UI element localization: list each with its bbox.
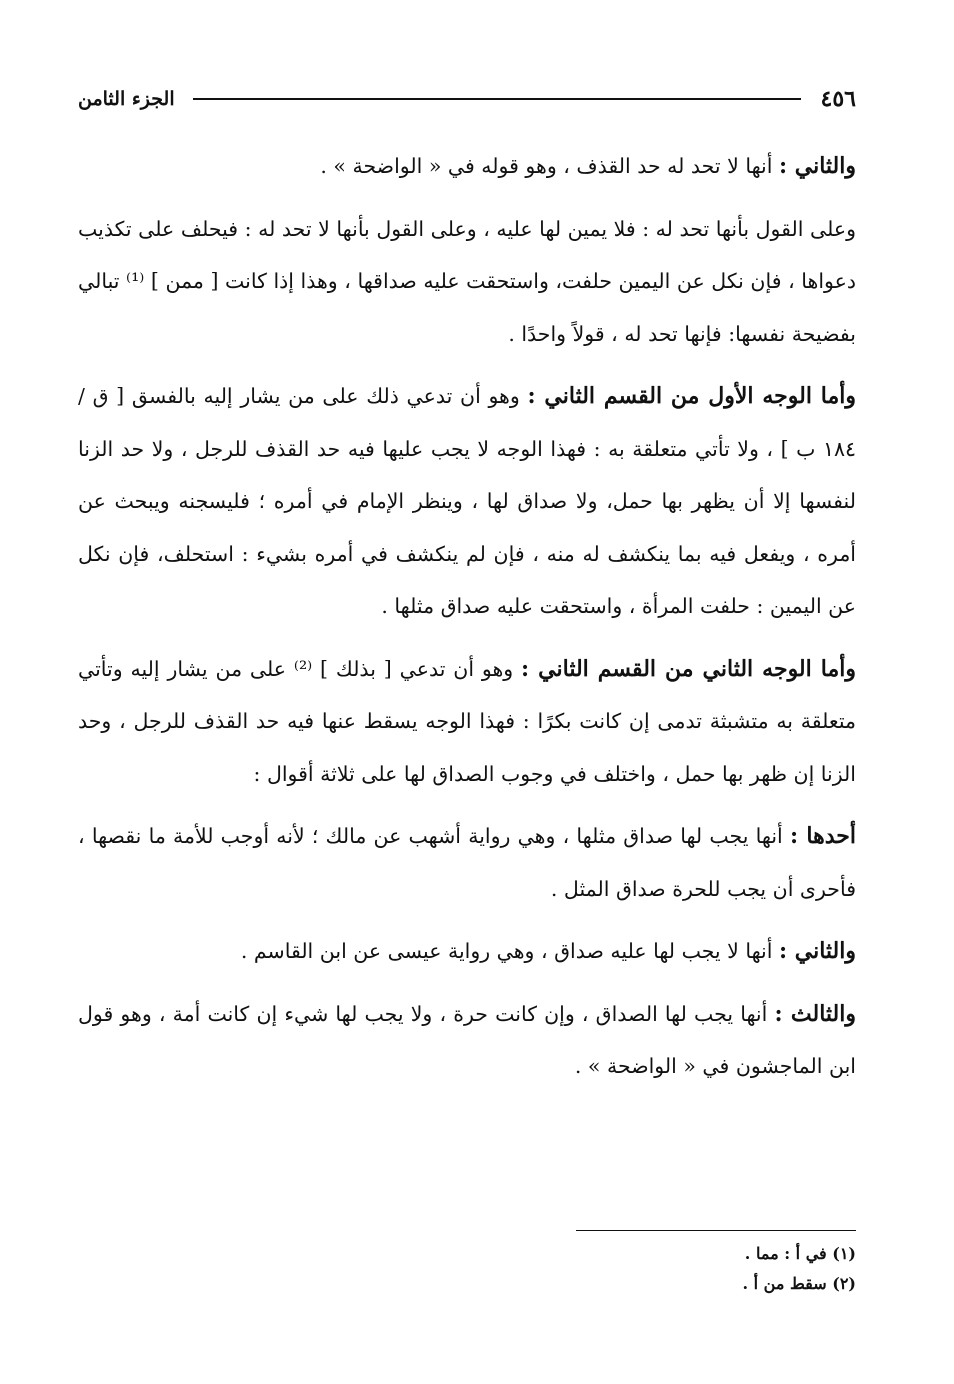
book-page [78, 82, 856, 1342]
page-body [78, 140, 856, 1103]
paragraph [78, 925, 856, 978]
page-header [78, 82, 856, 116]
paragraph [78, 988, 856, 1093]
paragraph [78, 140, 856, 193]
paragraph-lead: أحدها : [789, 823, 856, 849]
footnotes [76, 1230, 856, 1299]
paragraph-text: وهو أن تدعي [ بذلك ] ⁽²⁾ على من يشار إليه وتأتي متعلقة به متشبثة تدمى إن كانت بكرًا : فهذا الوجه يسقط عنها فيه حد القذف للرجل ، وحد الزنا إن ظهر بها حمل ، واختلف في وجوب الصداق لها على ثلاثة أقوال : [78, 656, 856, 786]
footnote: (١) في أ : مما . [744, 1244, 856, 1263]
footnote: (٢) سقط من أ . [742, 1274, 856, 1293]
part-title: الجزء الثامن [78, 88, 175, 110]
paragraph-text: أنها لا يجب لها عليه صداق ، وهي رواية عيسى عن ابن القاسم . [240, 939, 779, 963]
header-rule [193, 98, 801, 100]
paragraph-lead: والثاني : [778, 938, 856, 964]
paragraph-text: وهو أن تدعي ذلك على من يشار إليه بالفسق [ ق / ١٨٤ ب ] ، ولا تأتي متعلقة به : فهذا الوجه لا يجب عليها فيه حد القذف للرجل ، ولا حد الزنا لنفسها إلا أن يظهر بها حمل، ولا صداق لها ، وينظر الإمام في أمره ؛ فليسجنه ويبحث عن أمره ، ويفعل فيه بما ينكشف له منه ، فإن لم ينكشف في أمره بشيء : استحلف، فإن نكل عن اليمين : حلفت المرأة ، واستحقت عليه صداق مثلها . [78, 384, 856, 618]
paragraph-text: أنها يجب لها صداق مثلها ، وهي رواية أشهب عن مالك ؛ لأنه أوجب للأمة ما نقصها ، فأحرى أن يجب للحرة صداق المثل . [78, 824, 856, 901]
paragraph-lead: وأما الوجه الأول من القسم الثاني : [527, 383, 856, 409]
paragraph [78, 370, 856, 633]
paragraph-text: وعلى القول بأنها تحد له : فلا يمين لها عليه ، وعلى القول بأنها لا تحد له : فيحلف على تكذيب دعواها ، فإن نكل عن اليمين حلفت، واستحقت عليه صداقها ، وهذا إذا كانت [ ممن ] ⁽¹⁾ تبالي بفضيحة نفسها: فإنها تحد له ، قولاً واحدًا . [78, 216, 856, 346]
footnote-rule [576, 1230, 856, 1231]
paragraph-text: أنها لا تحد له حد القذف ، وهو قوله في « الواضحة » . [320, 154, 779, 178]
paragraph-lead: وأما الوجه الثاني من القسم الثاني : [521, 655, 856, 682]
page-number: ٤٥٦ [820, 86, 856, 112]
paragraph-lead: والثاني : [778, 153, 856, 179]
paragraph [78, 643, 856, 801]
paragraph [78, 810, 856, 915]
paragraph-lead: والثالث : [774, 1000, 856, 1027]
paragraph [78, 203, 856, 361]
paragraph-text: أنها يجب لها الصداق ، وإن كانت حرة ، ولا يجب لها شيء إن كانت أمة ، وهو قول ابن الماجشون في « الواضحة » . [78, 1001, 856, 1078]
